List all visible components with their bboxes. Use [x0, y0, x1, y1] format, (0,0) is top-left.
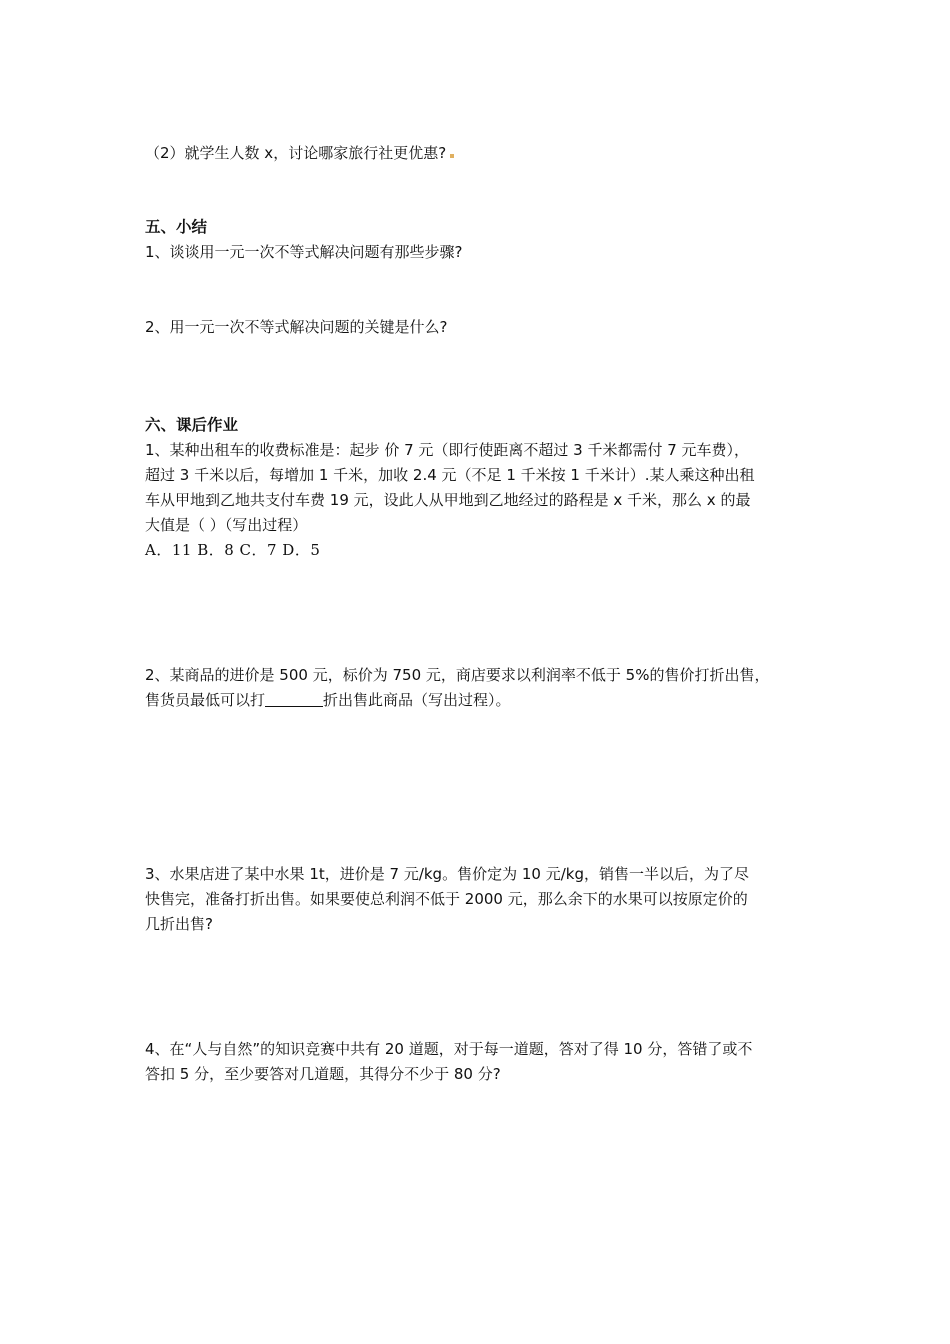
summary-question-2: 2、用一元一次不等式解决问题的关键是什么? [145, 318, 448, 336]
problem-2-after-blank: 折出售此商品（写出过程）。 [323, 691, 511, 709]
problem-2-line-1: 2、某商品的进价是 500 元，标价为 750 元，商店要求以利润率不低于 5%的售价打折出售， [145, 666, 770, 684]
problem-1-line-1: 1、某种出租车的收费标准是：起步 价 7 元（即行使距离不超过 3 千米都需付 7 元车费）， [145, 441, 750, 459]
homework-heading: 六、课后作业 [145, 416, 239, 434]
answer-blank [265, 692, 323, 707]
part2-question [145, 141, 815, 166]
problem-4-line-1: 4、在“人与自然”的知识竞赛中共有 20 道题，对于每一道题，答对了得 10 分，答错了或不 [145, 1040, 753, 1058]
problem-4-line-2: 答扣 5 分，至少要答对几道题，其得分不少于 80 分? [145, 1065, 501, 1083]
part2-question-text: （2）就学生人数 x，讨论哪家旅行社更优惠? [145, 144, 447, 162]
summary-heading: 五、小结 [145, 218, 208, 236]
problem-1-options: A．11 B．8 C．7 D．5 [145, 541, 321, 559]
problem-3-line-2: 快售完，准备打折出售。如果要使总利润不低于 2000 元，那么余下的水果可以按原定价的 [145, 890, 748, 908]
problem-3-line-1: 3、水果店进了某中水果 1t，进价是 7 元/kg。售价定为 10 元/kg，销售一半以后，为了尽 [145, 865, 749, 883]
summary-question-1: 1、谈谈用一元一次不等式解决问题有那些步骤? [145, 243, 463, 261]
problem-1-line-2: 超过 3 千米以后，每增加 1 千米，加收 2.4 元（不足 1 千米按 1 千米计）.某人乘这种出租 [145, 466, 755, 484]
problem-3-line-3: 几折出售? [145, 915, 213, 933]
problem-2-before-blank: 售货员最低可以打 [145, 691, 266, 709]
problem-1-line-4: 大值是（ ）（写出过程） [145, 516, 308, 534]
problem-2-line-2 [145, 688, 815, 713]
mark-dot [450, 154, 454, 158]
problem-1-line-3: 车从甲地到乙地共支付车费 19 元，设此人从甲地到乙地经过的路程是 x 千米，那么 x 的最 [145, 491, 751, 509]
